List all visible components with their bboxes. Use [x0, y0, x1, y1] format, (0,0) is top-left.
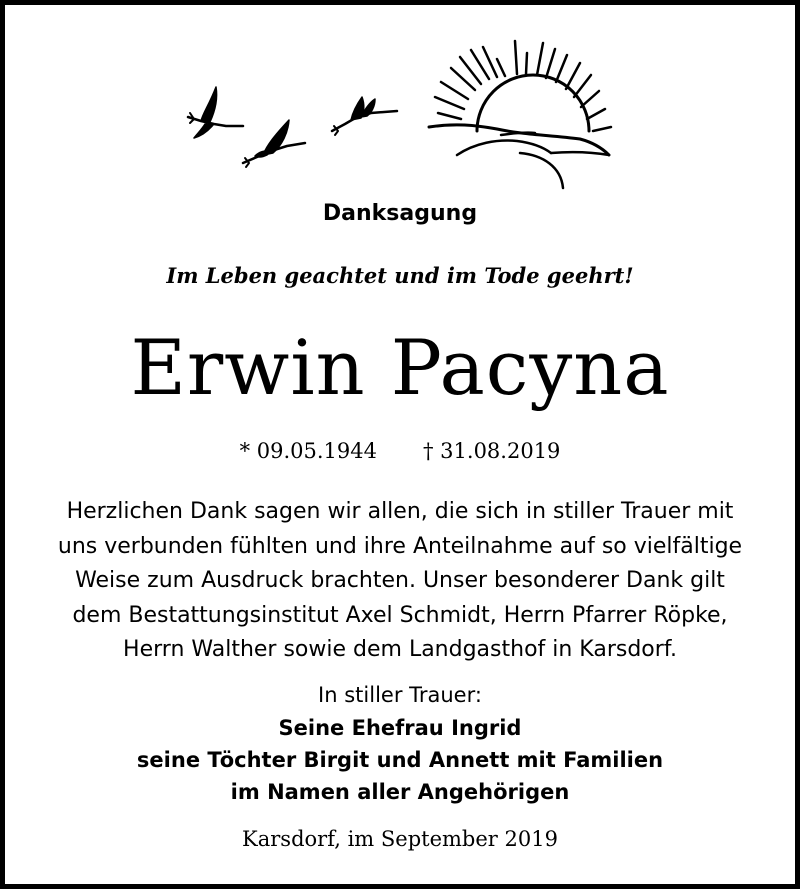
- artwork: [5, 5, 795, 195]
- thanks-line: dem Bestattungsinstitut Axel Schmidt, Herrn Pfarrer Röpke,: [72, 602, 728, 628]
- signature-intro: In stiller Trauer:: [318, 683, 482, 707]
- thanks-text: [5, 495, 795, 668]
- bird-icon: [188, 87, 243, 138]
- thanks-line: uns verbunden fühlten und ihre Anteilnahme auf so vielfältige: [57, 533, 743, 559]
- place-date: Karsdorf, im September 2019: [242, 827, 558, 851]
- bird-icon: [243, 120, 305, 167]
- motto: Im Leben geachtet und im Tode geehrt!: [166, 263, 634, 288]
- deceased-name: Erwin Pacyna: [130, 323, 670, 412]
- signatory: im Namen aller Angehörigen: [230, 780, 570, 804]
- birth-date: * 09.05.1944: [239, 439, 377, 463]
- flying-birds-icon: [188, 87, 397, 167]
- thanks-line: Weise zum Ausdruck brachten. Unser besonderer Dank gilt: [75, 568, 725, 593]
- thanks-line: Herzlichen Dank sagen wir allen, die sich in stiller Trauer mit: [66, 499, 734, 524]
- signatory: seine Töchter Birgit und Annett mit Familien: [136, 748, 664, 772]
- heading: Danksagung: [322, 201, 478, 226]
- sun-over-hills-icon: [429, 41, 611, 188]
- life-dates: [5, 439, 795, 463]
- bird-icon: [332, 97, 397, 135]
- signatory: Seine Ehefrau Ingrid: [278, 716, 522, 740]
- death-date: † 31.08.2019: [423, 439, 561, 463]
- thanks-line: Herrn Walther sowie dem Landgasthof in Karsdorf.: [123, 637, 677, 662]
